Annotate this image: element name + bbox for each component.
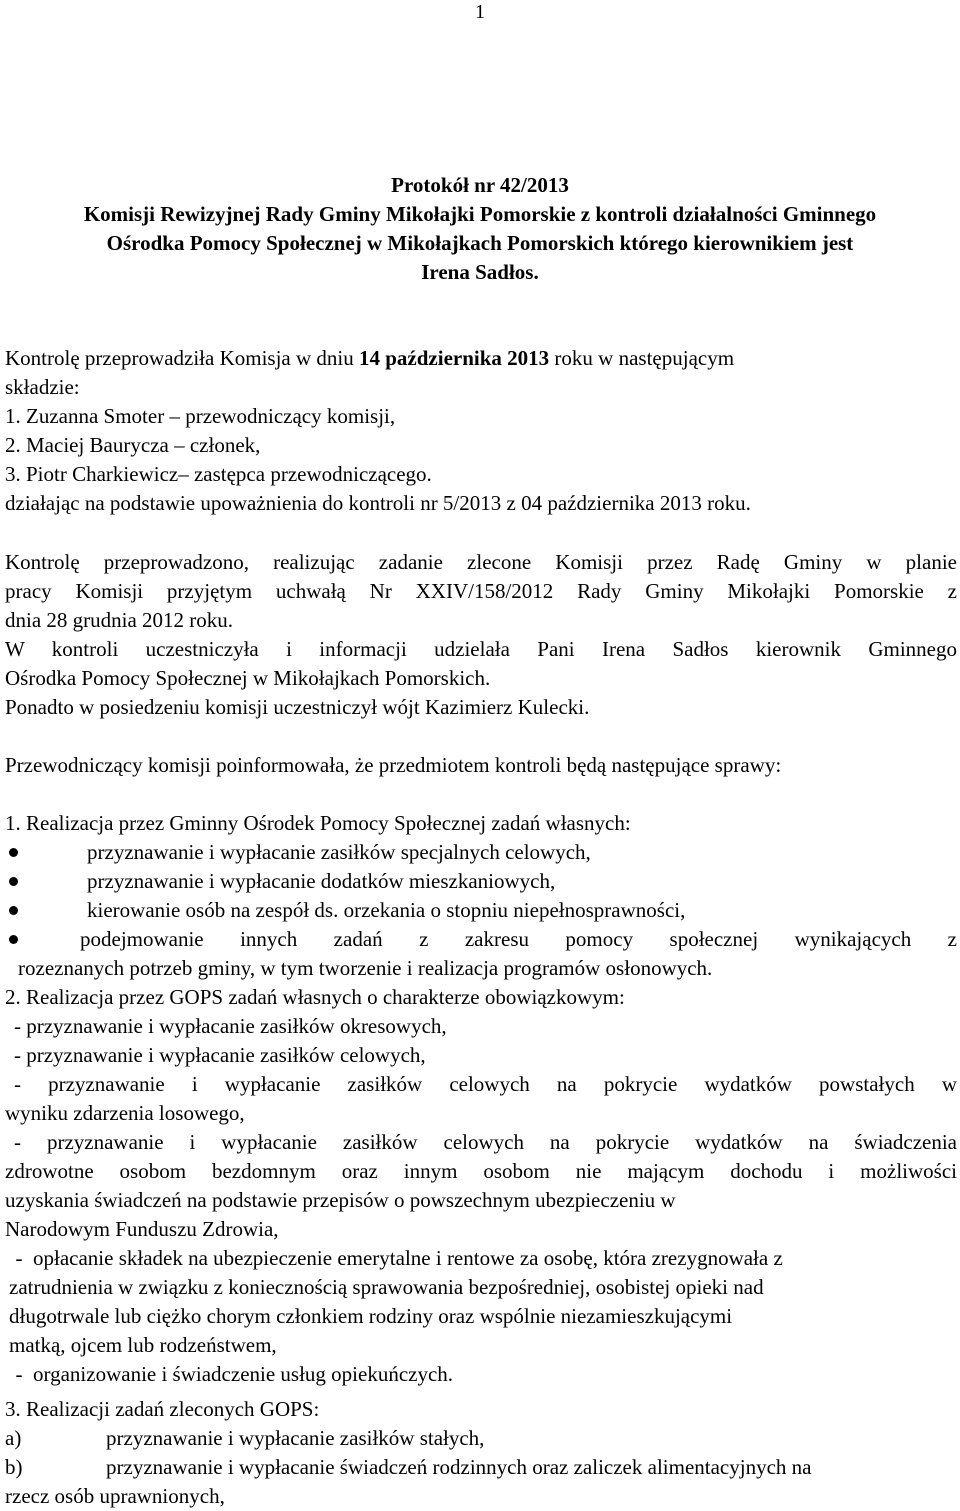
section-2-item-3-line-2: wyniku zdarzenia losowego, [5,1101,245,1125]
title-line-4: Irena Sadłos. [421,260,539,284]
bullet-icon [9,877,18,886]
paragraph-4 [5,751,957,780]
intro-text-c: roku w następującym [549,346,735,370]
section-2-item-4-line-1: - przyznawanie i wypłacanie zasiłków celowych na pokrycie wydatków na świadczenia [14,1130,957,1154]
item-a-text: przyznawanie i wypłacanie zasiłków stałych, [106,1426,485,1450]
paragraph-1-line-2: pracy Komisji przyjętym uchwałą Nr XXIV/158/2012 Rady Gminy Mikołajki Pomorskie z [5,579,957,603]
section-2-item-4-line-3: uzyskania świadczeń na podstawie przepisów o powszechnym ubezpieczeniu w [5,1188,676,1212]
intro-line-2: składzie: [5,375,80,399]
title-line-2: Komisji Rewizyjnej Rady Gminy Mikołajki Pomorskie z kontroli działalności Gminnego [83,202,877,226]
section-3-item-b [5,1453,957,1482]
bullet-item [5,838,957,867]
member-1: 1. Zuzanna Smoter – przewodniczący komisji, [5,404,396,428]
item-b-text: przyznawanie i wypłacanie świadczeń rodzinnych oraz zaliczek alimentacyjnych na [106,1455,812,1479]
section-2-item-5-line-1: - opłacanie składek na ubezpieczenie emerytalne i rentowe za osobę, która zrezygnowała z [5,1246,783,1270]
authorization-line: działając na podstawie upoważnienia do kontroli nr 5/2013 z 04 października 2013 roku. [5,491,751,515]
member-2: 2. Maciej Baurycza – członek, [5,433,261,457]
intro-text-a: Kontrolę przeprowadziła Komisja w dniu [5,346,359,370]
paragraph-1 [5,548,957,722]
section-2-item-6: - organizowanie i świadczenie usług opiekuńczych. [5,1362,454,1386]
item-a-label: a) [5,1426,22,1450]
bullet-item [5,867,957,896]
intro-line-1 [5,344,957,373]
section-2-item-2: - przyznawanie i wypłacanie zasiłków celowych, [14,1043,426,1067]
section-2-item-5-line-2: zatrudnienia w związku z koniecznością sprawowania bezpośredniej, osobistej opieki nad [9,1275,764,1299]
paragraph-3: Ponadto w posiedzeniu komisji uczestniczył wójt Kazimierz Kulecki. [5,695,590,719]
bullet-text: przyznawanie i wypłacanie dodatków mieszkaniowych, [87,869,556,893]
section-3-heading: 3. Realizacji zadań zleconych GOPS: [5,1397,320,1421]
section-2-item-1: - przyznawanie i wypłacanie zasiłków okresowych, [14,1014,447,1038]
bullet-icon [9,906,18,915]
bullet-item [5,896,957,925]
section-3-item-b-continuation: rzecz osób uprawnionych, [5,1484,225,1508]
page-number: 1 [475,1,485,23]
item-b-label: b) [5,1455,23,1479]
bullet-icon [9,935,18,944]
section-1 [5,809,957,983]
bullet-text: przyznawanie i wypłacanie zasiłków specjalnych celowych, [87,840,591,864]
title-line-1: Protokół nr 42/2013 [391,173,569,197]
intro-section [5,344,957,518]
section-3-item-a [5,1424,957,1453]
intro-date: 14 października 2013 [359,346,550,370]
member-3: 3. Piotr Charkiewicz– zastępca przewodniczącego. [5,462,432,486]
bullet-icon [9,848,18,857]
bullet-4-continuation: rozeznanych potrzeb gminy, w tym tworzenie i realizacja programów osłonowych. [18,956,713,980]
paragraph-2-line-2: Ośrodka Pomocy Społecznej w Mikołajkach Pomorskich. [5,666,491,690]
section-2-heading: 2. Realizacja przez GOPS zadań własnych o charakterze obowiązkowym: [5,985,625,1009]
paragraph-1-line-1: Kontrolę przeprowadzono, realizując zadanie zlecone Komisji przez Radę Gminy w planie [5,550,957,574]
section-1-heading: 1. Realizacja przez Gminny Ośrodek Pomocy Społecznej zadań własnych: [5,811,631,835]
section-2-item-3-line-1: - przyznawanie i wypłacanie zasiłków celowych na pokrycie wydatków powstałych w [14,1072,957,1096]
paragraph-2-line-1: W kontroli uczestniczyła i informacji udzielała Pani Irena Sadłos kierownik Gminnego [5,637,957,661]
bullet-text: kierowanie osób na zespół ds. orzekania o stopniu niepełnosprawności, [87,898,686,922]
section-2-item-4-line-2: zdrowotne osobom bezdomnym oraz innym osobom nie mającym dochodu i możliwości [5,1159,957,1183]
section-2-item-4-line-4: Narodowym Funduszu Zdrowia, [5,1217,279,1241]
section-2-item-5-line-4: matką, ojcem lub rodzeństwem, [9,1333,277,1357]
bullet-item [5,925,957,954]
section-2-item-5-line-3: długotrwale lub ciężko chorym członkiem rodziny oraz wspólnie niezamieszkującymi [9,1304,733,1328]
section-3 [5,1395,957,1511]
paragraph-1-line-3: dnia 28 grudnia 2012 roku. [5,608,234,632]
paragraph-4-line: Przewodniczący komisji poinformowała, że przedmiotem kontroli będą następujące sprawy: [5,753,782,777]
document-title [5,171,955,287]
bullet-text: podejmowanie innych zadań z zakresu pomocy społecznej wynikających z [80,927,957,951]
title-line-3: Ośrodka Pomocy Społecznej w Mikołajkach Pomorskich którego kierownikiem jest [106,231,854,255]
section-2 [5,983,957,1389]
